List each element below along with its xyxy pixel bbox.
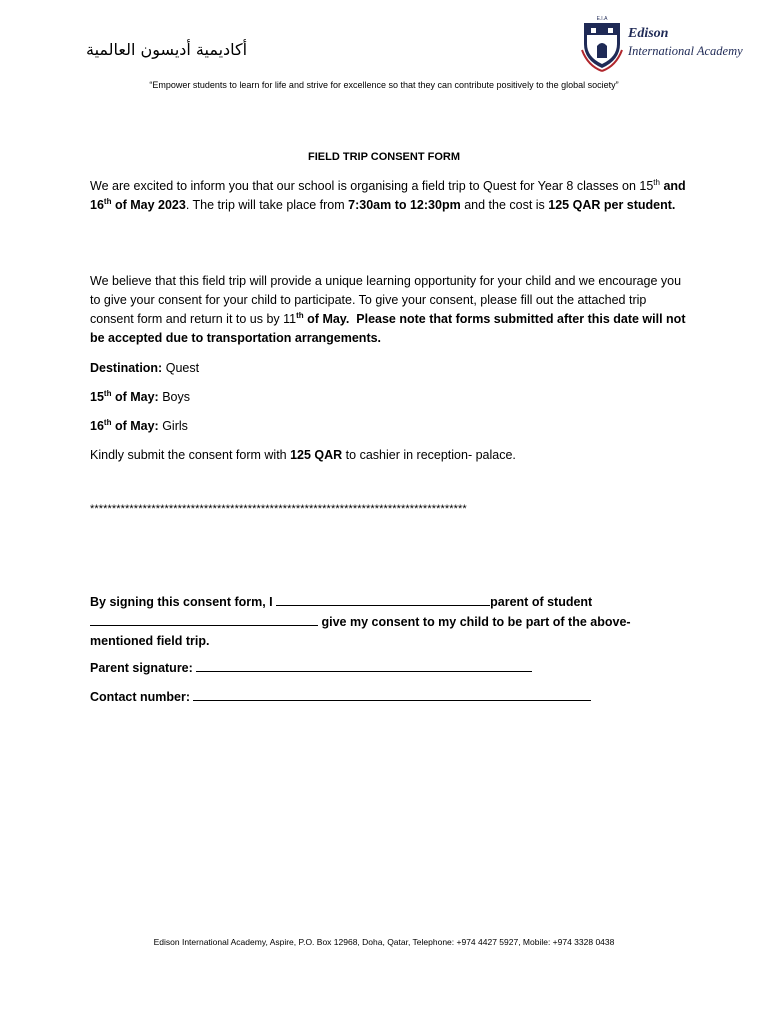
school-crest-icon [578,14,626,72]
parent-signature-line: Parent signature: [90,658,690,678]
school-motto: “Empower students to learn for life and strive for excellence so that they can contribute positively to the global society” [149,80,619,90]
boys-date-line: 15th of May: Boys [90,388,190,404]
student-name-field[interactable] [90,612,318,626]
consent-request-paragraph: We believe that this field trip will provide a unique learning opportunity for your child and we encourage you to give your consent for your child to participate. To give your consent, please fill out the attached trip consent form and return it to us by 11th of May. Please note that forms submitted after this date will not be accepted due to transportation arrangements. [90,274,686,345]
crest-initials: E.I.A [596,16,608,22]
destination-line: Destination: Quest [90,361,200,375]
parent-signature-field[interactable] [196,658,532,672]
intro-paragraph: We are excited to inform you that our school is organising a field trip to Quest for Year 8 classes on 15th and 16th of May 2023. The trip will take place from 7:30am to 12:30pm and the cost is 125 QAR per student. [90,177,686,212]
form-title: FIELD TRIP CONSENT FORM [308,151,460,163]
parent-name-field[interactable] [276,592,490,606]
submission-instruction: Kindly submit the consent form with 125 QAR to cashier in reception- palace. [90,448,516,462]
separator-line: ************************************************************************************** [90,503,467,515]
arabic-school-name: أكاديمية أديسون العالمية [86,40,248,59]
logo-school-subtitle: International Academy [628,44,743,58]
contact-number-field[interactable] [193,687,591,701]
girls-date-line: 16th of May: Girls [90,417,188,433]
logo-school-name: Edison [628,26,669,41]
contact-number-line: Contact number: [90,687,690,707]
footer-contact: Edison International Academy, Aspire, P.O. Box 12968, Doha, Qatar, Telephone: +974 4427 5927, Mobile: +974 3328 0438 [153,937,615,947]
consent-statement: By signing this consent form, I parent of student give my consent to my child to be part of the above-mentioned field trip. [90,592,690,651]
school-logo [576,14,746,74]
